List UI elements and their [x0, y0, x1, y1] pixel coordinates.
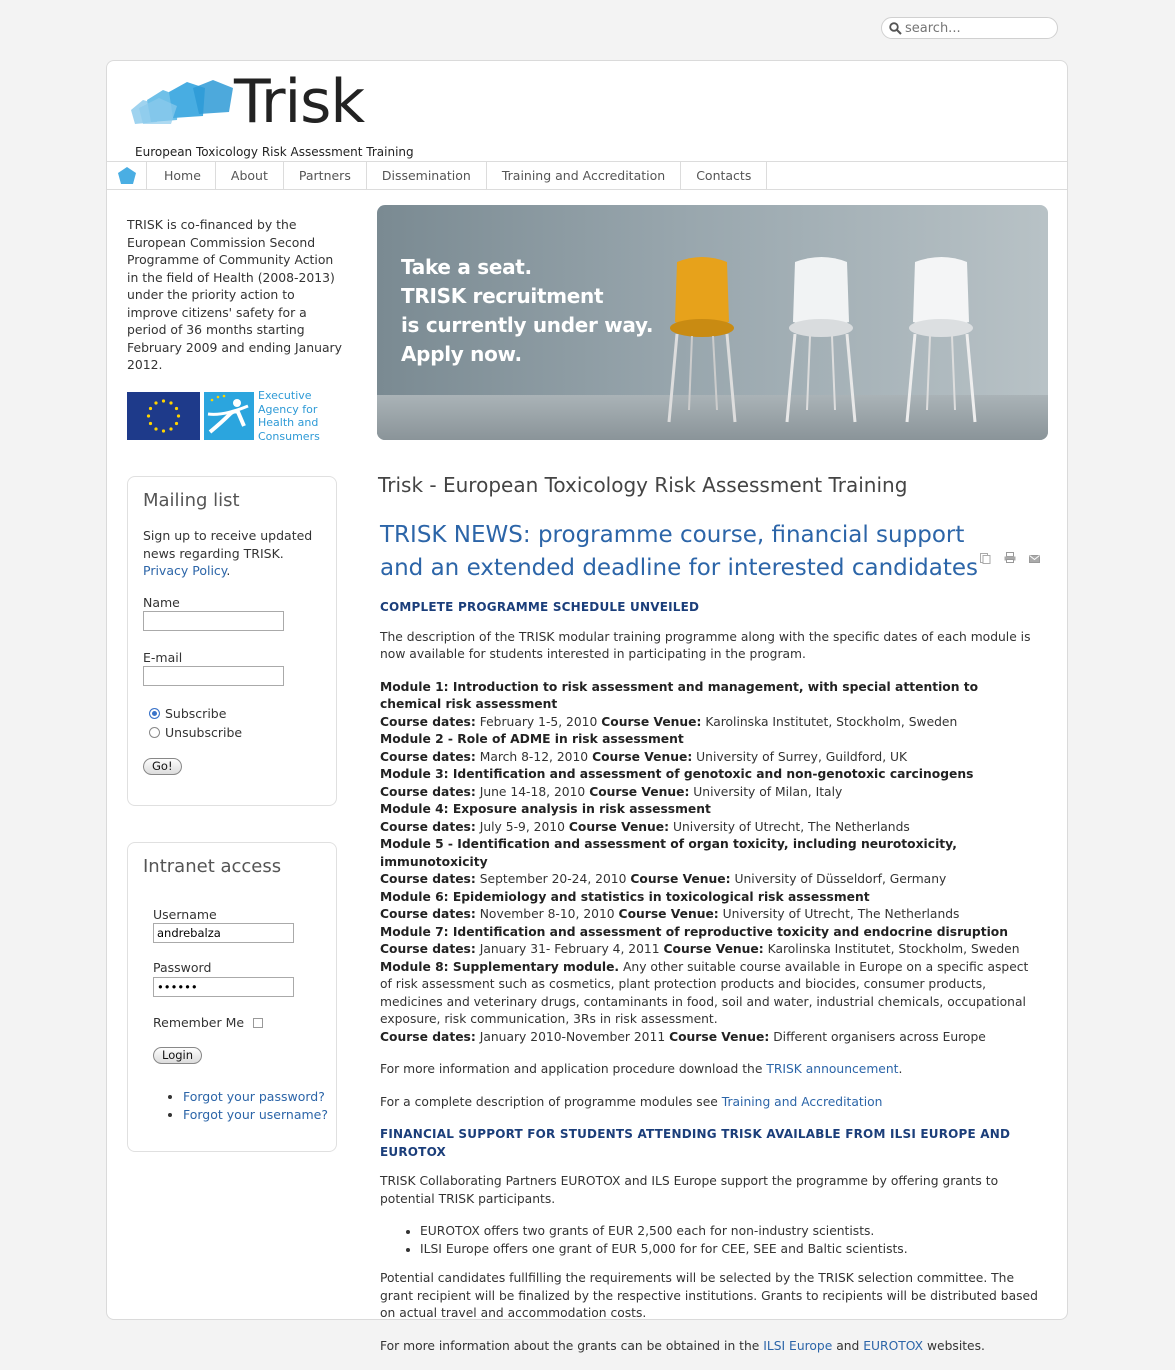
- module-item: Module 5 - Identification and assessment of organ toxicity, including neurotoxicity, immunotoxicity Course dates: September 20-24, 2010 Course Venue: University of Düsseldorf, Germany: [380, 837, 957, 886]
- intranet-links: [143, 1088, 328, 1124]
- nav-item-partners[interactable]: Partners: [284, 162, 367, 189]
- grants-list: [380, 1223, 1040, 1258]
- section-heading-schedule: COMPLETE PROGRAMME SCHEDULE UNVEILED: [380, 600, 700, 614]
- mailing-list-title: Mailing list: [143, 490, 240, 511]
- chair-white-icon: [787, 257, 855, 422]
- forgot-username-link[interactable]: Forgot your username?: [183, 1107, 328, 1122]
- candidates-paragraph: Potential candidates fullfilling the requirements will be selected by the TRISK selection committee. The grant recipient will be finalized by the respective institutions. Grants to recipients will be distributed based on actual travel and accommodation costs.: [380, 1271, 1038, 1320]
- logo-pentagons-icon: [129, 78, 239, 133]
- module-item: Module 8: Supplementary module. Any other suitable course available in Europe on a specific aspect of risk assessment such as cosmetics, plant protection products and biocides, consumer products, medicines and veterinary drugs, contaminants in food, soil and water, industrial chemicals, occupational exposure, risk communication, 3Rs in risk assessment. Course dates: January 2010-November 2011 Course Venue: Different organisers across Europe: [380, 959, 1029, 1044]
- name-label: Name: [143, 595, 180, 610]
- eurotox-link[interactable]: EUROTOX: [863, 1338, 924, 1353]
- funding-logos: [127, 389, 327, 444]
- schedule-intro: The description of the TRISK modular training programme along with the specific dates of each module is now available for students interested in participating in the program.: [380, 629, 1031, 661]
- subscribe-radio[interactable]: Subscribe: [149, 706, 226, 721]
- module-item: Module 4: Exposure analysis in risk assessment Course dates: July 5-9, 2010 Course Venue: University of Utrecht, The Netherlands: [380, 802, 910, 834]
- name-field[interactable]: [143, 611, 284, 631]
- password-label: Password: [153, 960, 212, 975]
- list-item: • ILSI Europe offers one grant of EUR 5,000 for for CEE, SEE and Baltic scientists.: [420, 1241, 1040, 1259]
- mailing-description: Sign up to receive updated news regarding TRISK. Privacy Policy.: [143, 528, 313, 578]
- site-logo[interactable]: [129, 67, 414, 159]
- eahc-text: Executive Agency for Health and Consumers: [258, 389, 320, 443]
- eahc-figure-icon: [204, 392, 254, 440]
- module-item: Module 2 - Role of ADME in risk assessment Course dates: March 8-12, 2010 Course Venue: University of Surrey, Guildford, UK: [380, 732, 908, 764]
- nav-home-icon-button[interactable]: [107, 162, 147, 189]
- nav-item-about[interactable]: About: [216, 162, 284, 189]
- privacy-policy-link[interactable]: Privacy Policy: [143, 563, 227, 578]
- section-heading-financial: FINANCIAL SUPPORT FOR STUDENTS ATTENDING TRISK AVAILABLE FROM ILSI EUROPE AND EUROTOX: [380, 1127, 1011, 1159]
- search-box[interactable]: [881, 17, 1058, 39]
- username-field[interactable]: [153, 923, 294, 943]
- grants-info-paragraph: For more information about the grants can be obtained in the ILSI Europe and EUROTOX websites.: [380, 1338, 985, 1353]
- intranet-access-box: [127, 842, 337, 1152]
- email-field[interactable]: [143, 666, 284, 686]
- unsubscribe-radio[interactable]: Unsubscribe: [149, 725, 242, 740]
- pdf-icon[interactable]: [980, 553, 991, 564]
- remember-me-label: Remember Me: [153, 1015, 263, 1030]
- page-container: [106, 60, 1068, 1353]
- module-item: Module 6: Epidemiology and statistics in toxicological risk assessment Course dates: November 8-10, 2010 Course Venue: University of Utrecht, The Netherlands: [380, 889, 960, 921]
- modules-list: [380, 679, 1040, 1047]
- main-nav: [107, 161, 1067, 190]
- forgot-password-link[interactable]: Forgot your password?: [183, 1089, 325, 1104]
- intranet-title: Intranet access: [143, 856, 282, 877]
- nav-item-home[interactable]: Home: [149, 162, 216, 189]
- article-title[interactable]: TRISK NEWS: programme course, financial support and an extended deadline for interested candidates: [380, 522, 978, 581]
- search-icon: [889, 22, 902, 35]
- logo-tagline: European Toxicology Risk Assessment Training: [135, 145, 414, 159]
- eahc-logo: [204, 392, 254, 440]
- site-title: Trisk - European Toxicology Risk Assessment Training: [378, 473, 908, 497]
- article-tools: [980, 551, 1045, 565]
- eu-stars-icon: [127, 392, 200, 440]
- print-icon[interactable]: [1004, 552, 1016, 563]
- chairs-illustration: [647, 250, 1047, 440]
- email-icon[interactable]: [1029, 555, 1040, 563]
- search-input[interactable]: [905, 20, 1050, 36]
- pentagon-home-icon: [118, 167, 136, 184]
- list-item: • EUROTOX offers two grants of EUR 2,500 each for non-industry scientists.: [420, 1223, 1040, 1241]
- article-body: [380, 599, 1040, 1370]
- eu-flag-logo: [127, 392, 200, 440]
- sidebar-intro: TRISK is co-financed by the European Commission Second Programme of Community Action in the field of Health (2008-2013) under the priority action to improve citizens' safety for a period of 36 months starting February 2009 and ending January 2012.: [127, 217, 342, 372]
- hero-banner[interactable]: [377, 205, 1048, 440]
- nav-item-training[interactable]: Training and Accreditation: [487, 162, 681, 189]
- password-field[interactable]: [153, 977, 294, 997]
- trisk-announcement-link[interactable]: TRISK announcement: [766, 1062, 899, 1076]
- nav-item-contacts[interactable]: Contacts: [681, 162, 767, 189]
- chair-yellow-icon: [669, 257, 735, 422]
- financial-intro: TRISK Collaborating Partners EUROTOX and ILS Europe support the programme by offering grants to potential TRISK participants.: [380, 1174, 999, 1206]
- remember-me-checkbox[interactable]: [253, 1018, 263, 1028]
- more-info-paragraph: For more information and application procedure download the TRISK announcement.: [380, 1062, 903, 1076]
- hero-text: Take a seat. TRISK recruitment is currently under way. Apply now.: [401, 255, 654, 366]
- module-item: Module 7: Identification and assessment of reproductive toxicity and endocrine disruption Course dates: January 31- February 4, 2011 Course Venue: Karolinska Institutet, Stockholm, Sweden: [380, 924, 1020, 956]
- go-button[interactable]: Go!: [143, 758, 182, 775]
- email-label: E-mail: [143, 650, 183, 665]
- radio-unselected-icon[interactable]: [149, 727, 160, 738]
- username-label: Username: [153, 907, 217, 922]
- mailing-list-box: [127, 476, 337, 806]
- module-item: Module 1: Introduction to risk assessment and management, with special attention to chemical risk assessment Course dates: February 1-5, 2010 Course Venue: Karolinska Institutet, Stockholm, Sweden: [380, 679, 979, 729]
- training-accreditation-link[interactable]: Training and Accreditation: [721, 1094, 883, 1109]
- module-item: Module 3: Identification and assessment of genotoxic and non-genotoxic carcinogens Course dates: June 14-18, 2010 Course Venue: University of Milan, Italy: [380, 767, 974, 799]
- nav-item-dissemination[interactable]: Dissemination: [367, 162, 487, 189]
- logo-wordmark: Trisk: [234, 67, 365, 137]
- ilsi-europe-link[interactable]: ILSI Europe: [763, 1338, 833, 1353]
- radio-selected-icon[interactable]: [149, 708, 160, 719]
- chair-white-icon: [907, 257, 975, 422]
- description-paragraph: For a complete description of programme modules see Training and Accreditation: [380, 1094, 883, 1109]
- login-button[interactable]: Login: [153, 1047, 202, 1064]
